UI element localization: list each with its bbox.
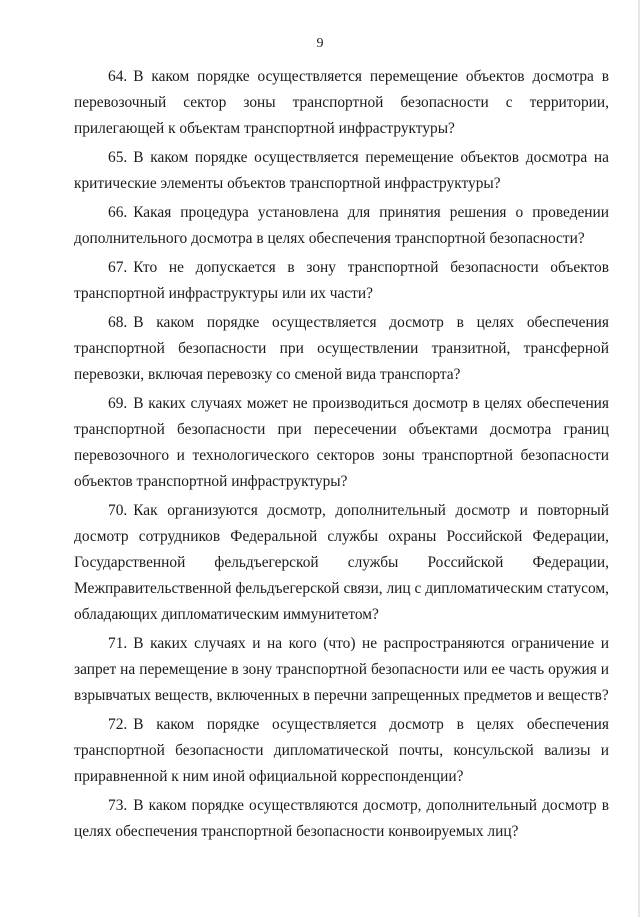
question-number: 67. [108, 259, 128, 276]
question-72 [74, 712, 609, 790]
question-number: 68. [108, 314, 128, 331]
question-71 [74, 631, 609, 709]
question-list [74, 64, 609, 848]
question-number: 66. [108, 204, 128, 221]
page-number: 9 [316, 36, 324, 51]
question-number: 71. [108, 635, 128, 652]
question-70 [74, 498, 609, 628]
question-number: 70. [108, 502, 128, 519]
question-text: В каких случаях и на кого (что) не распространяются ограничение и запрет на перемещение в зону транспортной безопасности или ее часть оружия и взрывчатых веществ, включенных в перечни запрещенных предметов и веществ? [74, 635, 609, 704]
question-text: Кто не допускается в зону транспортной безопасности объектов транспортной инфраструктуры или их части? [74, 259, 609, 302]
question-text: В каком порядке осуществляется перемещение объектов досмотра на критические элементы объектов транспортной инфраструктуры? [74, 149, 609, 192]
question-text: В каком порядке осуществляется перемещение объектов досмотра в перевозочный сектор зоны транспортной безопасности с территории, прилегающей к объектам транспортной инфраструктуры? [74, 68, 609, 137]
question-text: В каком порядке осуществляется досмотр в целях обеспечения транспортной безопасности при осуществлении транзитной, трансферной перевозки, включая перевозку со сменой вида транспорта? [74, 314, 609, 383]
question-64 [74, 64, 609, 142]
question-number: 73. [108, 797, 128, 814]
question-65 [74, 145, 609, 197]
question-69 [74, 391, 609, 495]
question-66 [74, 200, 609, 252]
question-text: Какая процедура установлена для принятия решения о проведении дополнительного досмотра в целях обеспечения транспортной безопасности? [74, 204, 609, 247]
question-number: 64. [108, 68, 128, 85]
question-67 [74, 255, 609, 307]
question-text: В каких случаях может не производиться досмотр в целях обеспечения транспортной безопасности при пересечении объектами досмотра границ перевозочного и технологического секторов зоны транспортной безопасности объектов транспортной инфраструктуры? [74, 395, 609, 490]
question-number: 69. [108, 395, 128, 412]
question-number: 72. [108, 716, 128, 733]
question-text: В каком порядке осуществляются досмотр, дополнительный досмотр в целях обеспечения транспортной безопасности конвоируемых лиц? [74, 797, 609, 840]
question-68 [74, 310, 609, 388]
question-text: Как организуются досмотр, дополнительный досмотр и повторный досмотр сотрудников Федеральной службы охраны Российской Федерации, Государственной фельдъегерской службы Российской Федерации, Межправительственной фельдъегерской связи, лиц с дипломатическим статусом, обладающих дипломатическим иммунитетом? [74, 502, 609, 623]
question-73 [74, 793, 609, 845]
question-text: В каком порядке осуществляется досмотр в целях обеспечения транспортной безопасности дипломатической почты, консульской вализы и приравненной к ним иной официальной корреспонденции? [74, 716, 609, 785]
question-number: 65. [108, 149, 128, 166]
